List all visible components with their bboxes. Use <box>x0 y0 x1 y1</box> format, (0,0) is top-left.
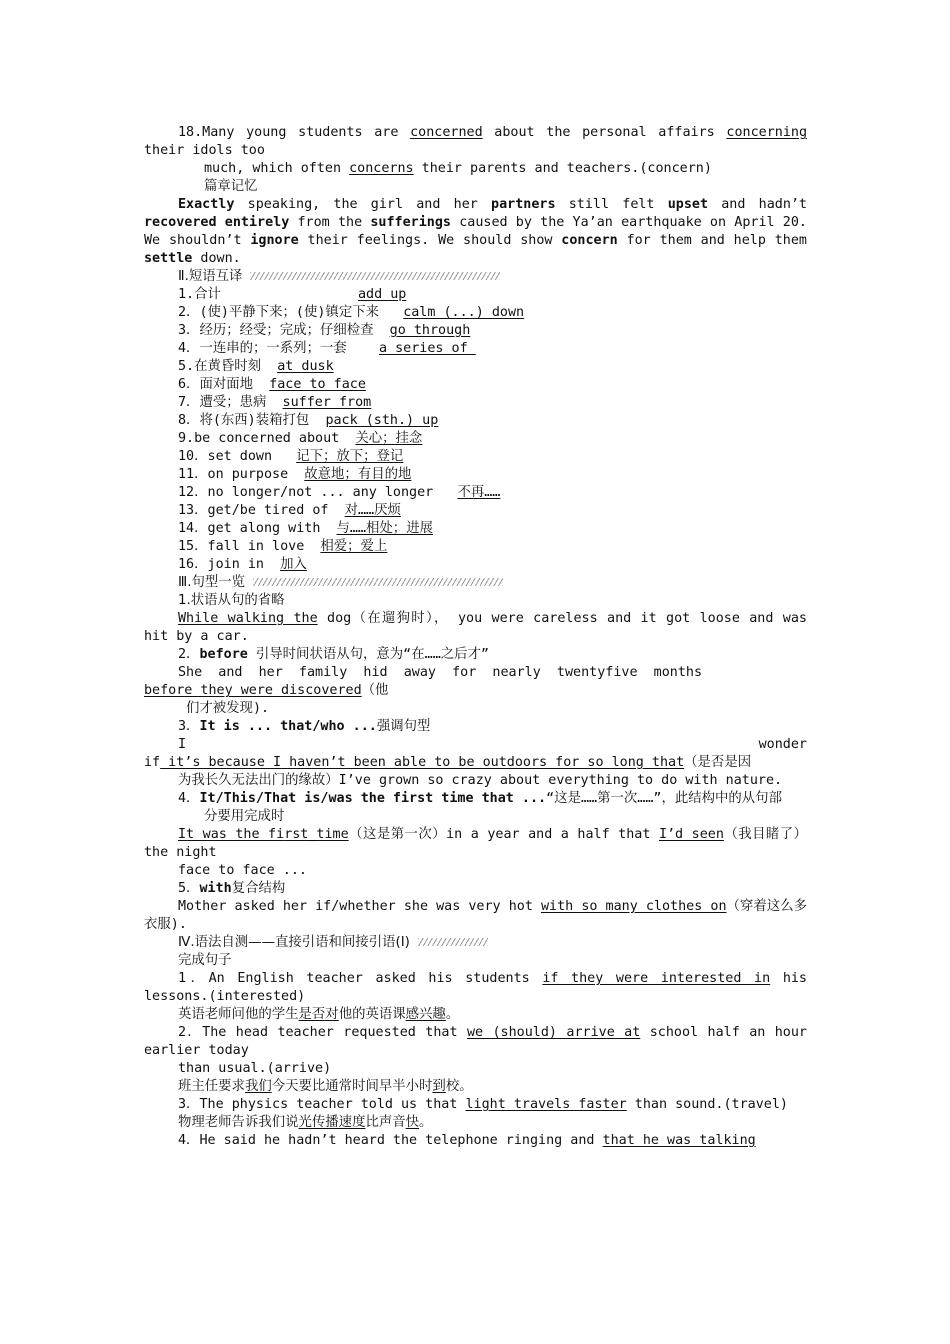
phrase-item-11: 11．on purpose 故意地；有目的地 <box>178 467 412 482</box>
phrase-item-14: 14．get along with 与……相处；进展 <box>178 521 433 536</box>
phrase-item-7: 7．遭受；患病 suffer from <box>178 395 372 410</box>
phrase-list <box>144 286 807 574</box>
pattern-4-example: It was the first_time（这是第一次）in a year and a half that I’d seen（我目睹了）the night <box>144 827 808 860</box>
phrase-item-3: 3．经历；经受；完成；仔细检查 go through <box>178 323 471 338</box>
hatch-divider <box>250 272 500 280</box>
exercise-subheading: 完成句子 <box>178 953 232 968</box>
pattern-4-example-cont: face to face ... <box>178 863 307 878</box>
pattern-1-example: While walking the dog（在遛狗时）， you were careless and it got loose and was hit by a car. <box>144 611 807 644</box>
exercise-3: 3．The physics teacher told us that light travels faster than sound.(travel) <box>178 1097 788 1112</box>
exercise-2: 2．The head teacher requested that we (should) arrive at school half an hour earlier today <box>144 1025 807 1058</box>
exercise-1-translation: 英语老师问他的学生是否对他的英语课感兴趣。 <box>178 1007 460 1022</box>
phrase-item-2: 2．(使)平静下来；(使)镇定下来 calm (...) down <box>178 305 525 320</box>
section-2-heading: Ⅱ.短语互译 <box>144 268 807 286</box>
pattern-1-heading: 1.状语从句的省略 <box>178 593 285 608</box>
pattern-2-heading: 2．before 引导时间状语从句，意为“在……之后才” <box>178 647 489 662</box>
phrase-item-5: 5.在黄昏时刻 at dusk <box>178 359 334 374</box>
pattern-5-example: Mother asked her if/whether she was very hot with so many clothes on（穿着这么多衣服). <box>144 899 807 932</box>
phrase-item-6: 6．面对面地 face to face <box>178 377 366 392</box>
phrase-item-1: 1.合计 add up <box>178 287 407 302</box>
pattern-4-heading-cont: 分要用完成时 <box>204 809 285 824</box>
hatch-divider <box>253 578 503 586</box>
pattern-3-example-cont: if it’s because I haven’t been able to be outdoors for so long that（是否是因 <box>144 755 752 770</box>
phrase-item-12: 12．no longer/not ... any longer 不再…… <box>178 485 501 500</box>
phrase-item-4: 4．一连串的；一系列；一套 a series of <box>178 341 476 356</box>
exercise-2-cont: than usual.(arrive) <box>178 1061 332 1076</box>
pattern-2-example-cont: before they were discovered（他 <box>144 683 389 698</box>
hatch-divider <box>418 938 488 946</box>
passage-text: Exactly speaking, the girl and her partners still felt upset and hadn’t recovered entirely from the sufferings caused by the Ya’an earthquake on April 20. We shouldn’t ignore their feelings. We should show concern for them and help them settle down. <box>144 197 807 266</box>
passage-title: 篇章记忆 <box>204 179 258 194</box>
phrase-item-8: 8．将(东西)装箱打包 pack (sth.) up <box>178 413 439 428</box>
pattern-3-example-cont2: 为我长久无法出门的缘故）I’ve grown so crazy about everything to do with nature. <box>178 773 783 788</box>
section-3-heading: Ⅲ.句型一览 <box>144 574 807 592</box>
sentence-18-cont: much, which often concerns their parents and teachers.(concern) <box>204 161 712 176</box>
pattern-3-example: I wonder <box>178 737 807 752</box>
pattern-4-heading: 4．It/This/That is/was the first time that ...“这是……第一次……”，此结构中的从句部 <box>178 791 782 806</box>
pattern-5-heading: 5．with复合结构 <box>178 881 286 896</box>
phrase-item-16: 16．join in 加入 <box>178 557 307 572</box>
exercise-1: 1．An English teacher asked his students if they were interested in his lessons.(interested) <box>144 971 807 1004</box>
phrase-item-10: 10．set down 记下；放下；登记 <box>178 449 404 464</box>
pattern-2-example: She and her family hid away for nearly twentyfive months <box>178 665 703 680</box>
section-4-heading: Ⅳ.语法自测——直接引语和间接引语(Ⅰ) <box>144 934 807 952</box>
phrase-item-15: 15．fall in love 相爱；爱上 <box>178 539 388 554</box>
sentence-18: 18.Many young students are concerned about the personal affairs concerning their idols too <box>144 125 808 158</box>
exercise-4: 4．He said he hadn’t heard the telephone ringing and that he was talking <box>178 1133 756 1148</box>
pattern-2-example-cont2: 们才被发现). <box>186 701 270 716</box>
phrase-item-13: 13．get/be tired of 对……厌烦 <box>178 503 401 518</box>
exercise-3-translation: 物理老师告诉我们说光传播速度比声音快。 <box>178 1115 433 1130</box>
phrase-item-9: 9.be concerned about 关心；挂念 <box>178 431 423 446</box>
pattern-3-heading: 3．It is ... that/who ...强调句型 <box>178 719 431 734</box>
exercise-2-translation: 班主任要求我们今天要比通常时间早半小时到校。 <box>178 1079 473 1094</box>
